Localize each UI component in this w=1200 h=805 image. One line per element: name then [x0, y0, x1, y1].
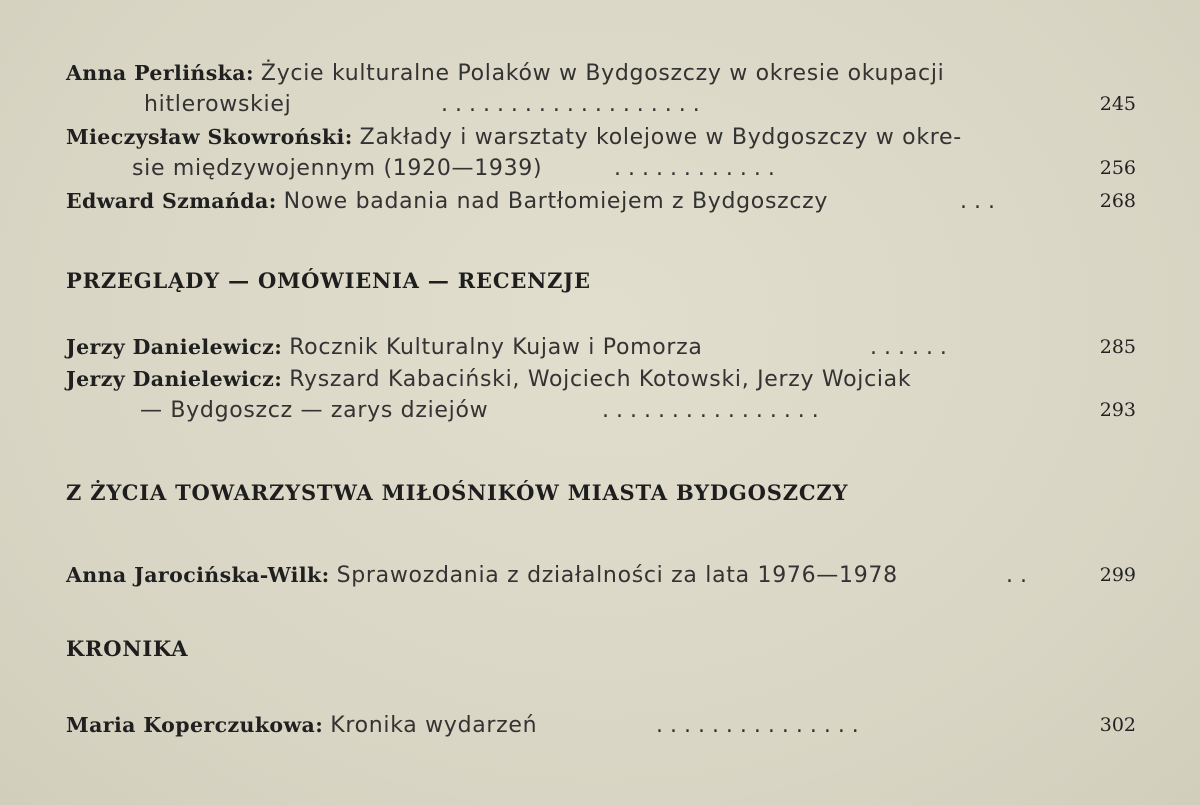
- leader-dots: . . . . . . . . . . . . . . .: [656, 713, 859, 738]
- toc-entry-line: [66, 332, 1136, 363]
- entry-title: Sprawozdania z działalności za lata 1976—1978: [336, 563, 898, 588]
- toc-entry-line: [66, 710, 1136, 741]
- entry-page-number: 299: [1099, 564, 1136, 586]
- entry-title-continued: hitlerowskiej: [144, 92, 292, 117]
- toc-entry-line: [66, 122, 1136, 153]
- entry-author: Anna Jarocińska-Wilk:: [66, 563, 330, 587]
- leader-dots: . . .: [960, 189, 995, 214]
- toc-entry: [66, 58, 1136, 120]
- toc-entry: [66, 186, 1136, 217]
- toc-entry: [66, 710, 1136, 741]
- toc-entry: [66, 364, 1136, 426]
- toc-entry: [66, 560, 1136, 591]
- leader-dots: . . . . . . . . . . . . . . . .: [602, 398, 819, 423]
- entry-title-continued: sie międzywojennym (1920—1939): [132, 156, 543, 181]
- entry-page-number: 293: [1099, 399, 1136, 421]
- section-heading-society: Z ŻYCIA TOWARZYSTWA MIŁOŚNIKÓW MIASTA BYDGOSZCZY: [66, 480, 849, 505]
- entry-author: Anna Perlińska:: [66, 61, 254, 85]
- entry-page-number: 285: [1099, 336, 1136, 358]
- entry-author: Maria Koperczukowa:: [66, 713, 324, 737]
- toc-entry: [66, 122, 1136, 184]
- entry-title-continued: — Bydgoszcz — zarys dziejów: [140, 398, 489, 423]
- entry-author: Edward Szmańda:: [66, 189, 277, 213]
- entry-page-number: 302: [1099, 714, 1136, 736]
- entry-title: Rocznik Kulturalny Kujaw i Pomorza: [289, 335, 703, 360]
- section-heading-reviews: PRZEGLĄDY — OMÓWIENIA — RECENZJE: [66, 268, 591, 293]
- toc-entry-line: [66, 186, 1136, 217]
- entry-author: Jerzy Danielewicz:: [66, 367, 283, 391]
- entry-title: Ryszard Kabaciński, Wojciech Kotowski, Jerzy Wojciak: [289, 367, 912, 392]
- toc-entry: [66, 332, 1136, 363]
- entry-author: Mieczysław Skowroński:: [66, 125, 353, 149]
- toc-entry-line: [66, 58, 1136, 89]
- entry-page-number: 245: [1099, 93, 1136, 115]
- toc-entry-line: [66, 153, 1136, 184]
- toc-entry-line: [66, 364, 1136, 395]
- toc-entry-line: [66, 89, 1136, 120]
- entry-page-number: 268: [1099, 190, 1136, 212]
- entry-title: Nowe badania nad Bartłomiejem z Bydgoszczy: [283, 189, 829, 214]
- toc-entry-line: [66, 560, 1136, 591]
- leader-dots: . .: [1006, 563, 1027, 588]
- entry-title: Zakłady i warsztaty kolejowe w Bydgoszczy w okre-: [359, 125, 962, 150]
- entry-title: Kronika wydarzeń: [330, 713, 538, 738]
- section-heading-chronicle: KRONIKA: [66, 636, 189, 661]
- entry-title: Życie kulturalne Polaków w Bydgoszczy w okresie okupacji: [260, 61, 945, 86]
- leader-dots: . . . . . .: [870, 335, 947, 360]
- leader-dots: . . . . . . . . . . . .: [614, 156, 775, 181]
- leader-dots: . . . . . . . . . . . . . . . . . . .: [441, 92, 700, 117]
- toc-entry-line: [66, 395, 1136, 426]
- entry-page-number: 256: [1099, 157, 1136, 179]
- entry-author: Jerzy Danielewicz:: [66, 335, 283, 359]
